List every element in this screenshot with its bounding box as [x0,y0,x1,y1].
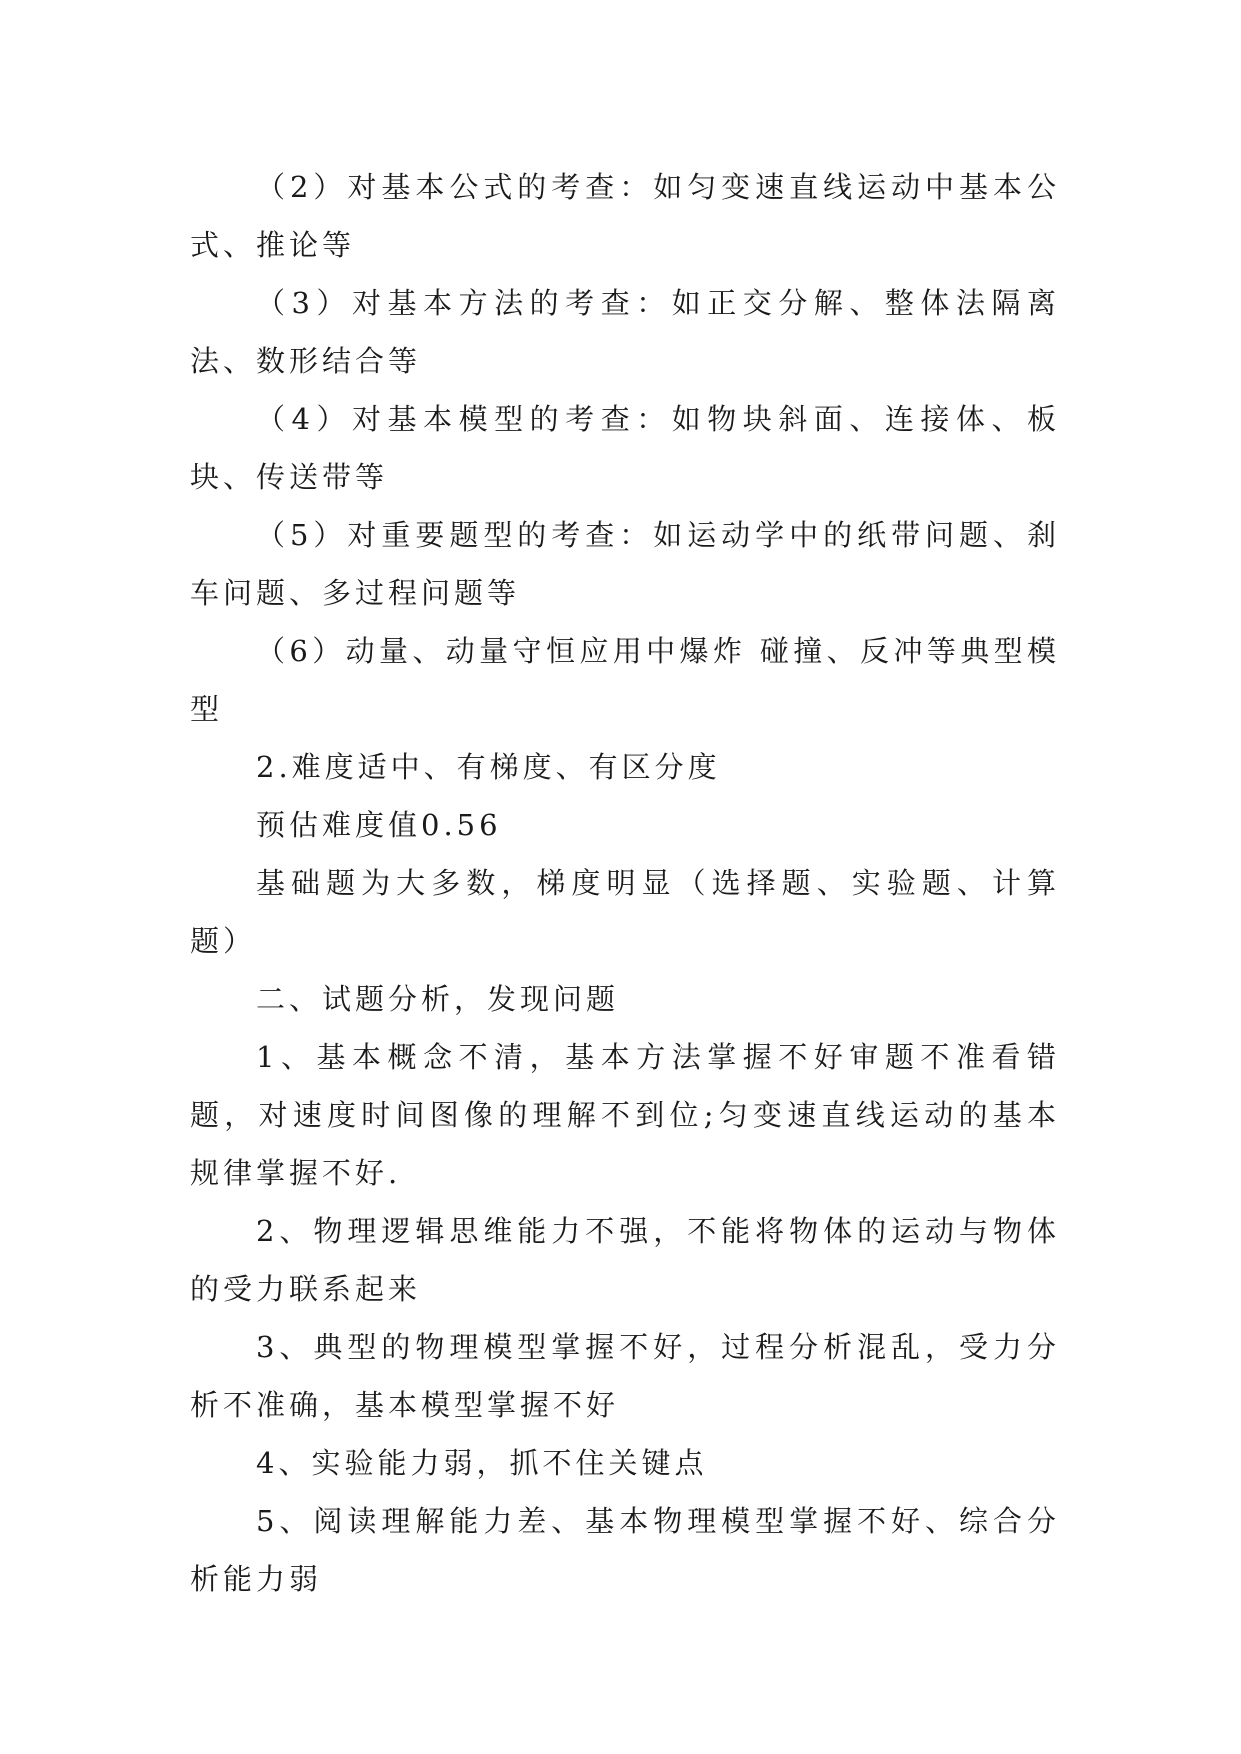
paragraph: 2、物理逻辑思维能力不强，不能将物体的运动与物体的受力联系起来 [190,1214,1060,1306]
document-body [190,158,1060,1608]
paragraph: （4）对基本模型的考查：如物块斜面、连接体、板块、传送带等 [190,402,1060,494]
paragraph: 5、阅读理解能力差、基本物理模型掌握不好、综合分析能力弱 [190,1504,1060,1596]
paragraph: 基础题为大多数，梯度明显（选择题、实验题、计算题） [190,866,1060,958]
section-heading: 二、试题分析，发现问题 [256,982,620,1016]
paragraph: 3、典型的物理模型掌握不好，过程分析混乱，受力分析不准确，基本模型掌握不好 [190,1330,1060,1422]
paragraph: （2）对基本公式的考查：如匀变速直线运动中基本公式、推论等 [190,170,1060,262]
paragraph: 4、实验能力弱，抓不住关键点 [256,1446,708,1480]
paragraph: 预估难度值0.56 [256,808,502,842]
paragraph: （6）动量、动量守恒应用中爆炸 碰撞、反冲等典型模型 [190,634,1060,726]
paragraph: 2.难度适中、有梯度、有区分度 [256,750,721,784]
paragraph: （3）对基本方法的考查：如正交分解、整体法隔离法、数形结合等 [190,286,1060,378]
paragraph: （5）对重要题型的考查：如运动学中的纸带问题、刹车问题、多过程问题等 [190,518,1060,610]
paragraph: 1、基本概念不清，基本方法掌握不好审题不准看错题，对速度时间图像的理解不到位;匀变速直线运动的基本规律掌握不好. [190,1040,1060,1190]
